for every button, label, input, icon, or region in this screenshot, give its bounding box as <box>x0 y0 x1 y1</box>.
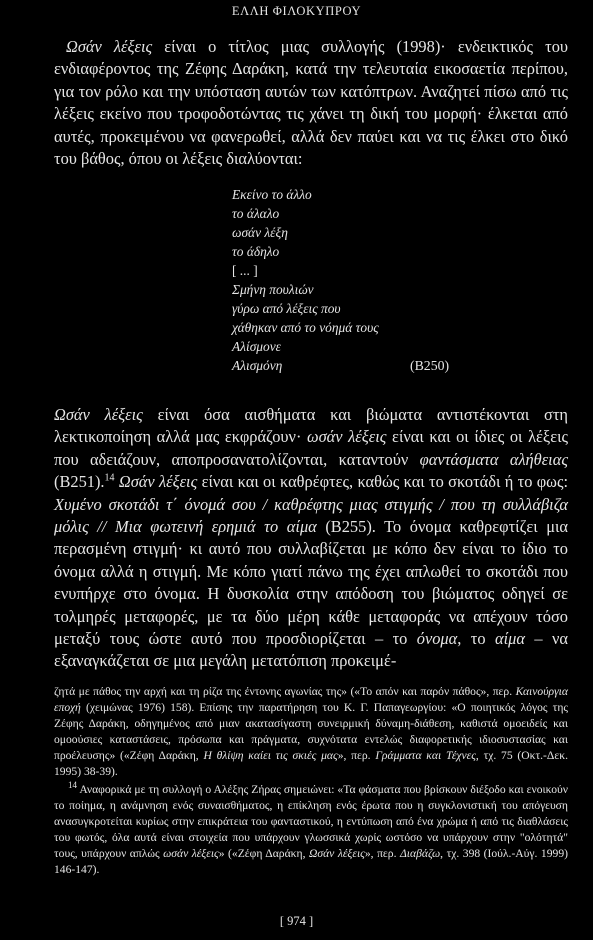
poem-line: το άλαλο <box>232 206 280 221</box>
footnote-ref-14[interactable]: 14 <box>104 472 115 484</box>
poem-line: Εκείνο το άλλο <box>232 187 312 202</box>
poem-line: [ ... ] <box>232 263 258 278</box>
poem-line: ωσάν λέξη <box>232 225 288 240</box>
footnote-continuation: ζητά με πάθος την αρχή και τη ρίζα της έντονης αγωνίας της» («Το απόν και παρόν πάθος», περ. Καινούργια εποχή (χειμώνας 1976) 158). Επίσης την παρατήρηση του Κ. Γ. Παπαγεωργίου: «Ο ποιητικός λόγος της Ζέφης Δαράκη, οδηγημένος από μιαν ακατασίγαστη συνειρμική δύναμη-διάθεση, καθιστά ομοειδείς και ομοούσιες καταστάσεις, πρόσωπα και πράγματα, συχνότατα εντελώς διαφορετικής ιδιοσυστασίας και προέλευσης» («Ζέφη Δαράκη, Η θλίψη καίει τις σκιές μας», περ. Γράμματα και Τέχνες, τχ. 75 (Οκτ.-Δεκ. 1995) 38-39). <box>54 685 568 779</box>
poem-citation: (Β250) <box>410 358 450 373</box>
collection-title: Ωσάν λέξεις <box>66 37 153 56</box>
footnote-14: $^{14}$ Αναφορικά με τη συλλογή ο Αλέξης Ζήρας σημειώνει: «Τα φάσματα που βρίσκουν διέξοδο και ενοικούν το ποίημα, η ανάμνηση ενός συναισθήματος, η επίκληση ενός έρωτα που η συγκλονιστική του απόγευση ανασυγκροτείται κυρίως στην επικράτεια του φανταστικού, η εντύπωση από ένα χρώμα ή από τις διαθλάσεις του φωτός, όλα αυτά είναι στοιχεία που υπάρχουν γλωσσικά χωρίς ωστόσο να υπάρχουν στην "ολότητά" τους, υπάρχουν απλώς ωσάν λέξεις» («Ζέφη Δαράκη, Ωσάν λέξεις», περ. Διαβάζω, τχ. 398 (Ιούλ.-Αύγ. 1999) 146-147). <box>54 779 568 877</box>
body-paragraph-intro: Ωσάν λέξεις είναι ο τίτλος μιας συλλογής (1998)· ενδεικτικός του ενδιαφέροντος της Ζέφης Δαράκη, κατά την τελευταία εικοσαετία περίπου, για τον ρόλο και την υπόσταση αυτών των κατόπτρων. Αναζητεί πίσω από τις λέξεις εκείνο που τροφοδοτώντας τις χάνει τη δική του μορφή· έλκεται από αυτές, προκειμένου να φανερωθεί, αλλά δεν παύει και να τις έλκει στο δικό του βάθος, όπου οι λέξεις διαλύονται: <box>54 37 569 169</box>
poem-excerpt <box>232 185 450 375</box>
body-paragraph-main: Ωσάν λέξεις είναι όσα αισθήματα και βιώματα αντιστέκονται στη λεκτικοποίηση αλλά μας εκφράζουν· ωσάν λέξεις είναι και οι ίδιες οι λέξεις που αδειάζουν, αποπροσανατολίζονται, καταντούν φαντάσματα αλήθειας (Β251).$^{14}$ Ωσάν λέξεις είναι και οι καθρέφτες, καθώς και το σκοτάδι ή το φως: Χυμένο σκοτάδι τ΄ όνομά σου / καθρέφτης μιας στιγμής / που τη συλλάβιζα μόλις // Μια φωτεινή ερημιά το αίμα (Β255). Το όνομα καθρεφτίζει μια περασμένη στιγμή· κι αυτό που συλλαβίζεται με κόπο δεν είναι το ίδιο το όνομα αλλά η στιγμή. Με κόπο γιατί πάνω της έχει απλωθεί το σκοτάδι που ενυπήρχε στο όνομα. Η δυσκολία στην απόδοση του βιώματος οδηγεί σε τολμηρές μεταφορές, με τα δύο μέρη κάθε μεταφοράς να απέχουν τόσο μεταξύ τους ώστε αυτό που προσδιορίζεται – το όνομα, το αίμα – να εξαναγκάζεται σε μια μεγάλη μετατόπιση προκειμέ- <box>54 405 569 671</box>
poem-line: γύρω από λέξεις που <box>232 301 341 316</box>
poem-line: Αλίσμονε <box>232 339 281 354</box>
running-header: ΕΛΛΗ ΦΙΛΟΚΥΠΡΟΥ <box>231 4 362 18</box>
footnote-number: 14 <box>68 779 77 790</box>
poem-line-last: Αλισμόνη (Β250) <box>232 358 450 373</box>
poem-line: χάθηκαν από το νόημά τους <box>232 320 379 335</box>
footnotes <box>54 684 568 878</box>
poem-line: το άδηλο <box>232 244 280 259</box>
poem-line: Σμήνη πουλιών <box>232 282 314 297</box>
page-number: [ 974 ] <box>279 914 314 928</box>
